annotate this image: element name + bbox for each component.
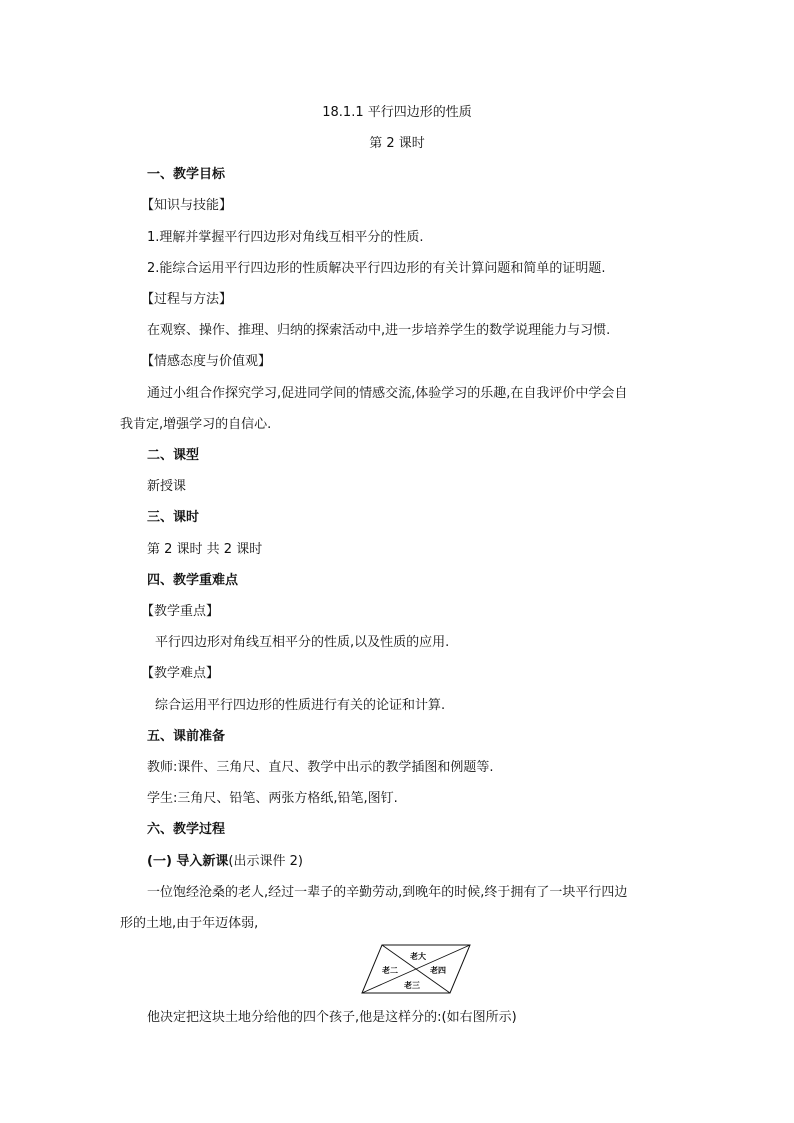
subsection-intro-title: (一) 导入新课 xyxy=(147,854,229,869)
subsection-intro xyxy=(147,853,303,871)
parallelogram-land-diagram xyxy=(360,943,472,995)
section-5-heading: 五、课前准备 xyxy=(147,729,226,744)
teaching-focus-heading: 【教学重点】 xyxy=(141,604,220,619)
teacher-prep-text: 教师:课件、三角尺、直尺、教学中出示的教学插图和例题等. xyxy=(147,760,494,775)
page-title: 18.1.1 平行四边形的性质 xyxy=(322,105,472,120)
knowledge-skills-heading: 【知识与技能】 xyxy=(141,198,233,213)
section-1-heading: 一、教学目标 xyxy=(147,167,226,182)
region-label-right: 老四 xyxy=(430,965,446,975)
student-prep-text: 学生:三角尺、铅笔、两张方格纸,铅笔,图钉. xyxy=(147,791,398,806)
subsection-intro-note: (出示课件 2) xyxy=(228,854,303,869)
knowledge-item-2: 2.能综合运用平行四边形的性质解决平行四边形的有关计算问题和简单的证明题. xyxy=(147,261,606,276)
emotion-values-heading: 【情感态度与价值观】 xyxy=(141,354,272,369)
knowledge-item-1: 1.理解并掌握平行四边形对角线互相平分的性质. xyxy=(147,230,424,245)
section-3-heading: 三、课时 xyxy=(147,510,200,525)
process-method-heading: 【过程与方法】 xyxy=(141,292,233,307)
section-4-heading: 四、教学重难点 xyxy=(147,573,239,588)
region-label-bottom: 老三 xyxy=(404,980,420,990)
teaching-difficulty-heading: 【教学难点】 xyxy=(141,666,220,681)
class-hours-text: 第 2 课时 共 2 课时 xyxy=(147,542,263,557)
region-label-top: 老大 xyxy=(410,951,426,961)
page-subtitle: 第 2 课时 xyxy=(369,136,425,151)
emotion-text-line-1: 通过小组合作探究学习,促进同学间的情感交流,体验学习的乐趣,在自我评价中学会自 xyxy=(147,386,628,401)
lesson-type-text: 新授课 xyxy=(147,479,187,494)
story-paragraph-line-3: 他决定把这块土地分给他的四个孩子,他是这样分的:(如右图所示) xyxy=(147,1010,517,1025)
teaching-focus-text: 平行四边形对角线互相平分的性质,以及性质的应用. xyxy=(155,635,450,650)
story-paragraph-line-2: 形的土地,由于年迈体弱, xyxy=(120,916,259,931)
region-label-left: 老二 xyxy=(382,965,398,975)
emotion-text-line-2: 我肯定,增强学习的自信心. xyxy=(120,417,272,432)
section-2-heading: 二、课型 xyxy=(147,448,200,463)
parallelogram-svg xyxy=(360,943,472,995)
section-6-heading: 六、教学过程 xyxy=(147,822,226,837)
process-text: 在观察、操作、推理、归纳的探索活动中,进一步培养学生的数学说理能力与习惯. xyxy=(147,323,611,338)
story-paragraph-line-1: 一位饱经沧桑的老人,经过一辈子的辛勤劳动,到晚年的时候,终于拥有了一块平行四边 xyxy=(147,885,628,900)
teaching-difficulty-text: 综合运用平行四边形的性质进行有关的论证和计算. xyxy=(155,698,446,713)
